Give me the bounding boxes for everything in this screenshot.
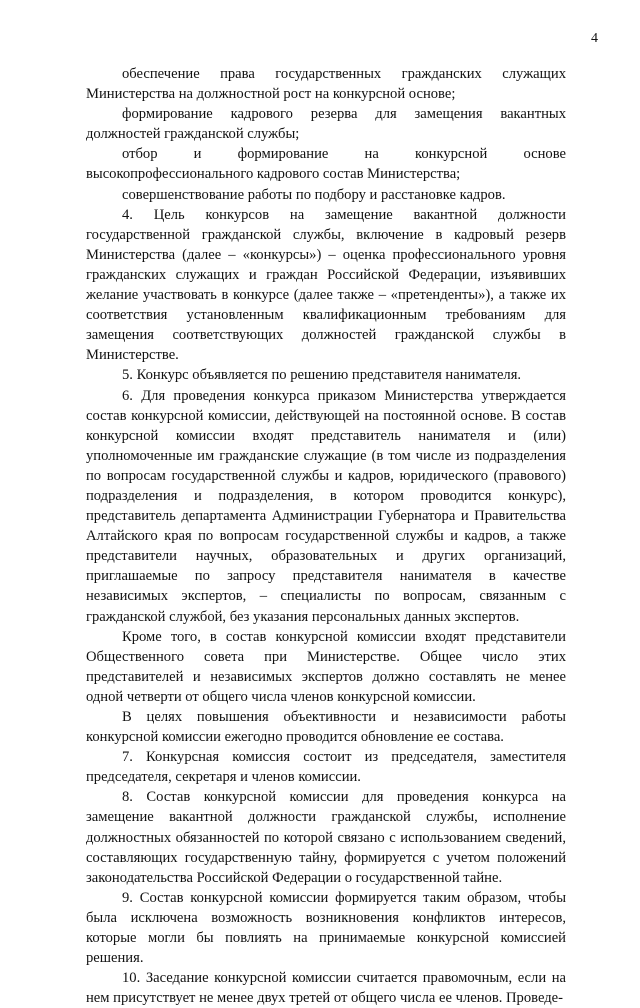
paragraph: В целях повышения объективности и независимости работы конкурсной комиссии ежегодно проводится обновление ее состава. <box>86 709 566 746</box>
paragraph: 4. Цель конкурсов на замещение вакантной должности государственной гражданской службы, включение в кадровый резерв Министерства (далее – «конкурсы») – оценка профессионального уровня гражданских служащих и граждан Российской Федерации, изъявивших желание участвовать в конкурсе (далее также – «претенденты»), а также их соответствия установленным квалификационным требованиям для замещения соответствующих должностей гражданской службы в Министерстве. <box>86 206 566 364</box>
paragraph: обеспечение права государственных гражданских служащих Министерства на должностной рост на конкурсной основе; <box>86 66 566 103</box>
paragraph: совершенствование работы по подбору и расстановке кадров. <box>122 186 506 203</box>
paragraph: 6. Для проведения конкурса приказом Министерства утверждается состав конкурсной комиссии, действующей на постоянной основе. В состав конкурсной комиссии входят представитель нанимателя и (или) уполномоченные им гражданские служащие (в том числе из подразделения по вопросам государственной службы и кадров, юридического (правового) подразделения и подразделения, в котором проводится конкурс), представитель департамента Администрации Губернатора и Правительства Алтайского края по вопросам государственной службы и кадров, а также представители научных, образовательных и других организаций, приглашаемые по запросу представителя нанимателя в качестве независимых экспертов, – специалисты по вопросам, связанным с гражданской службой, без указания персональных данных экспертов. <box>86 387 566 625</box>
page-number: 4 <box>591 31 598 46</box>
paragraph: 9. Состав конкурсной комиссии формируется таким образом, чтобы была исключена возможность возникновения конфликтов интересов, которые могли бы повлиять на принимаемые конкурсной комиссией решения. <box>86 889 566 967</box>
paragraph: 10. Заседание конкурсной комиссии считается правомочным, если на нем присутствует не менее двух третей от общего числа ее членов. Проведе- <box>86 970 566 1007</box>
document-body <box>86 64 566 1008</box>
paragraph: 8. Состав конкурсной комиссии для проведения конкурса на замещение вакантной должности гражданской службы, исполнение должностных обязанностей по которой связано с использованием сведений, составляющих государственную тайну, формируется с учетом положений законодательства Российской Федерации о государственной тайне. <box>86 789 566 886</box>
paragraph: Кроме того, в состав конкурсной комиссии входят представители Общественного совета при Министерстве. Общее число этих представителей и независимых экспертов должно составлять не менее одной четверти от общего числа членов конкурсной комиссии. <box>86 628 566 705</box>
paragraph: 5. Конкурс объявляется по решению представителя нанимателя. <box>122 367 522 384</box>
paragraph: 7. Конкурсная комиссия состоит из председателя, заместителя председателя, секретаря и членов комиссии. <box>86 749 566 786</box>
paragraph: формирование кадрового резерва для замещения вакантных должностей гражданской службы; <box>86 106 566 143</box>
paragraph: отбор и формирование на конкурсной основе высокопрофессионального кадрового состав Министерства; <box>86 146 566 183</box>
